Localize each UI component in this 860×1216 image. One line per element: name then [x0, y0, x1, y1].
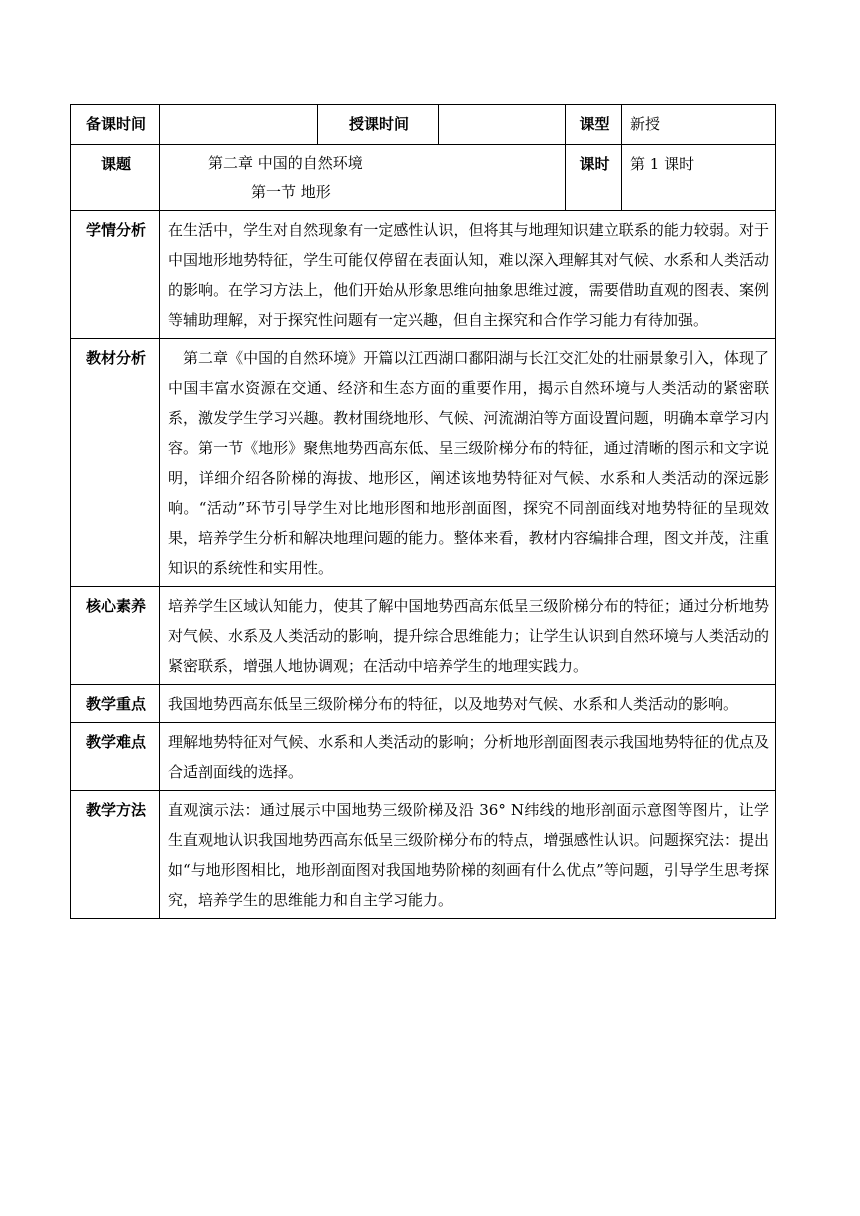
- section-row-teaching-methods: [71, 791, 776, 919]
- hours-label: 课时: [566, 145, 622, 211]
- topic-label: 课题: [71, 145, 160, 211]
- section-label: 核心素养: [71, 587, 160, 685]
- section-text: 我国地势西高东低呈三级阶梯分布的特征，以及地势对气候、水系和人类活动的影响。: [160, 685, 776, 723]
- prep-time-label: 备课时间: [71, 105, 160, 145]
- section-label: 教材分析: [71, 339, 160, 587]
- class-time-label: 授课时间: [318, 105, 439, 145]
- prep-time-value: [160, 105, 318, 145]
- section-text: 培养学生区域认知能力，使其了解中国地势西高东低呈三级阶梯分布的特征；通过分析地势对气候、水系及人类活动的影响，提升综合思维能力；让学生认识到自然环境与人类活动的紧密联系，增强人地协调观；在活动中培养学生的地理实践力。: [160, 587, 776, 685]
- section-label: 教学重点: [71, 685, 160, 723]
- class-time-value: [439, 105, 566, 145]
- section-text: 在生活中，学生对自然现象有一定感性认识，但将其与地理知识建立联系的能力较弱。对于中国地形地势特征，学生可能仅停留在表面认知，难以深入理解其对气候、水系和人类活动的影响。在学习方法上，他们开始从形象思维向抽象思维过渡，需要借助直观的图表、案例等辅助理解，对于探究性问题有一定兴趣，但自主探究和合作学习能力有待加强。: [160, 211, 776, 339]
- section-row-key-points: [71, 685, 776, 723]
- topic-row: [71, 145, 776, 211]
- hours-value: 第 1 课时: [622, 145, 776, 211]
- topic-value: [160, 145, 566, 211]
- section-text: 直观演示法：通过展示中国地势三级阶梯及沿 36° N纬线的地形剖面示意图等图片，让学生直观地认识我国地势西高东低呈三级阶梯分布的特点，增强感性认识。问题探究法：提出如“与地形图相比，地形剖面图对我国地势阶梯的刻画有什么优点”等问题，引导学生思考探究，培养学生的思维能力和自主学习能力。: [160, 791, 776, 919]
- lesson-type-value: 新授: [622, 105, 776, 145]
- header-row: [71, 105, 776, 145]
- lesson-type-label: 课型: [566, 105, 622, 145]
- section-label: 学情分析: [71, 211, 160, 339]
- section-row-difficulties: [71, 723, 776, 791]
- section-label: 教学难点: [71, 723, 160, 791]
- section-row-student-analysis: [71, 211, 776, 339]
- section-title: 第一节 地形: [251, 183, 331, 201]
- chapter-title: 第二章 中国的自然环境: [208, 154, 363, 172]
- section-row-core-literacy: [71, 587, 776, 685]
- section-text: 理解地势特征对气候、水系和人类活动的影响；分析地形剖面图表示我国地势特征的优点及合适剖面线的选择。: [160, 723, 776, 791]
- section-text: 第二章《中国的自然环境》开篇以江西湖口鄱阳湖与长江交汇处的壮丽景象引入，体现了中国丰富水资源在交通、经济和生态方面的重要作用，揭示自然环境与人类活动的紧密联系，激发学生学习兴趣。教材围绕地形、气候、河流湖泊等方面设置问题，明确本章学习内容。第一节《地形》聚焦地势西高东低、呈三级阶梯分布的特征，通过清晰的图示和文字说明，详细介绍各阶梯的海拔、地形区，阐述该地势特征对气候、水系和人类活动的深远影响。“活动”环节引导学生对比地形图和地形剖面图，探究不同剖面线对地势特征的呈现效果，培养学生分析和解决地理问题的能力。整体来看，教材内容编排合理，图文并茂，注重知识的系统性和实用性。: [160, 339, 776, 587]
- lesson-plan-table: [70, 104, 776, 919]
- section-row-textbook-analysis: [71, 339, 776, 587]
- section-label: 教学方法: [71, 791, 160, 919]
